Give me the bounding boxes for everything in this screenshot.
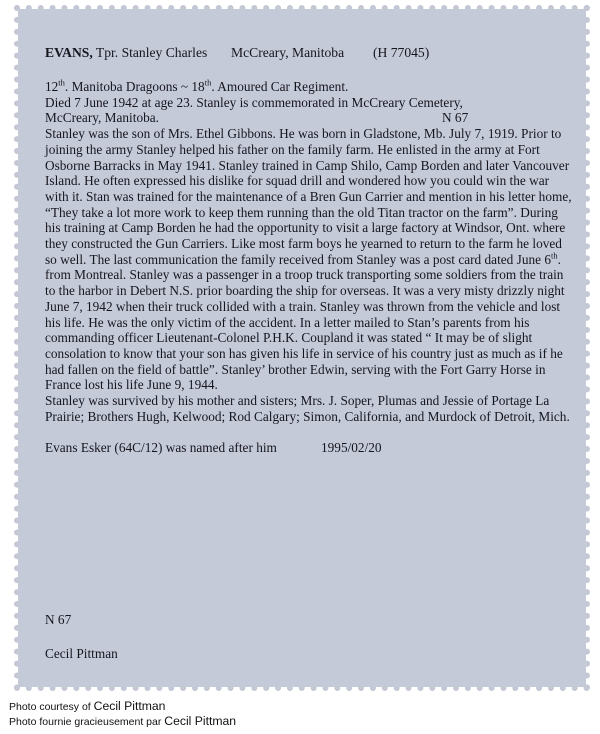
photo-credit-english: Photo courtesy of Cecil Pittman [9,699,166,713]
biography-paragraph: Stanley was the son of Mrs. Ethel Gibbons. He was born in Gladstone, Mb. July 7, 1919. Prior to joining the army Stanley helped his father on the family farm. He enlisted in the army at Fort Osborne Barracks in May 1941. Stanley trained in Camp Shilo, Camp Borden and later Vancouver Island. He often expressed his dislike for squad drill and wondered how you could win the war with it. Stan was trained for the maintenance of a Bren Gun Carrier and mention in his letter home, “They take a lot more work to keep them running than the old Titan tractor on the farm”. During his training at Camp Borden he had the opportunity to visit a large factory at Windsor, Ont. where they constructed the Gun Carriers. Like most farm boys he yearned to return to the farm he loved so well. The last communication the family received from Stanley was a post card dated June 6th. from Montreal. Stanley was a passenger in a troop truck transporting some soldiers from the train to the harbor in Debert N.S. prior boarding the ship for overseas. It was a very misty drizzly night June 7, 1942 when their truck collided with a train. Stanley was thrown from the vehicle and lost his life. He was the only victim of the accident. In a letter mailed to Stan’s parents from his commanding officer Lieutenant-Colonel P.H.K. Coupland it was stated “ It may be of slight consolation to know that your son has given his life in service of his country just as much as if he had fallen on the field of battle”. Stanley’ brother Edwin, serving with the Fort Garry Horse in France lost his life June 9, 1944. [45,126,572,393]
grave-code: N 67 [442,110,469,126]
memorial-text [45,45,575,456]
memorial-paper [18,9,586,687]
photographer-name: Cecil Pittman [93,699,166,713]
hometown: McCreary, Manitoba [231,45,345,60]
death-line: Died 7 June 1942 at age 23. Stanley is commemorated in McCreary Cemetery, [45,94,463,110]
surname: EVANS, [45,45,93,60]
unit-line: 12th. Manitoba Dragoons ~ 18th. Amoured Car Regiment. [45,77,349,94]
cemetery-line: McCreary, Manitoba. N 67 [45,110,469,126]
esker-line: Evans Esker (64C/12) was named after him 1995/02/20 [45,440,382,456]
soldier-name: Tpr. Stanley Charles [95,45,208,60]
footer-grave-code: N 67 [45,612,72,627]
record-heading [45,45,575,63]
survivors-paragraph: Stanley was survived by his mother and sisters; Mrs. J. Soper, Plumas and Jessie of Portage La Prairie; Brothers Hugh, Kelwood; Rod Calgary; Simon, California, and Murdock of Detroit, Mich. [45,393,570,424]
footer-author: Cecil Pittman [45,646,118,661]
esker-date: 1995/02/20 [321,440,382,456]
photo-credit-french: Photo fournie gracieusement par Cecil Pittman [9,714,237,728]
photographer-name-fr: Cecil Pittman [164,714,237,728]
regimental-number: (H 77045) [373,45,430,60]
